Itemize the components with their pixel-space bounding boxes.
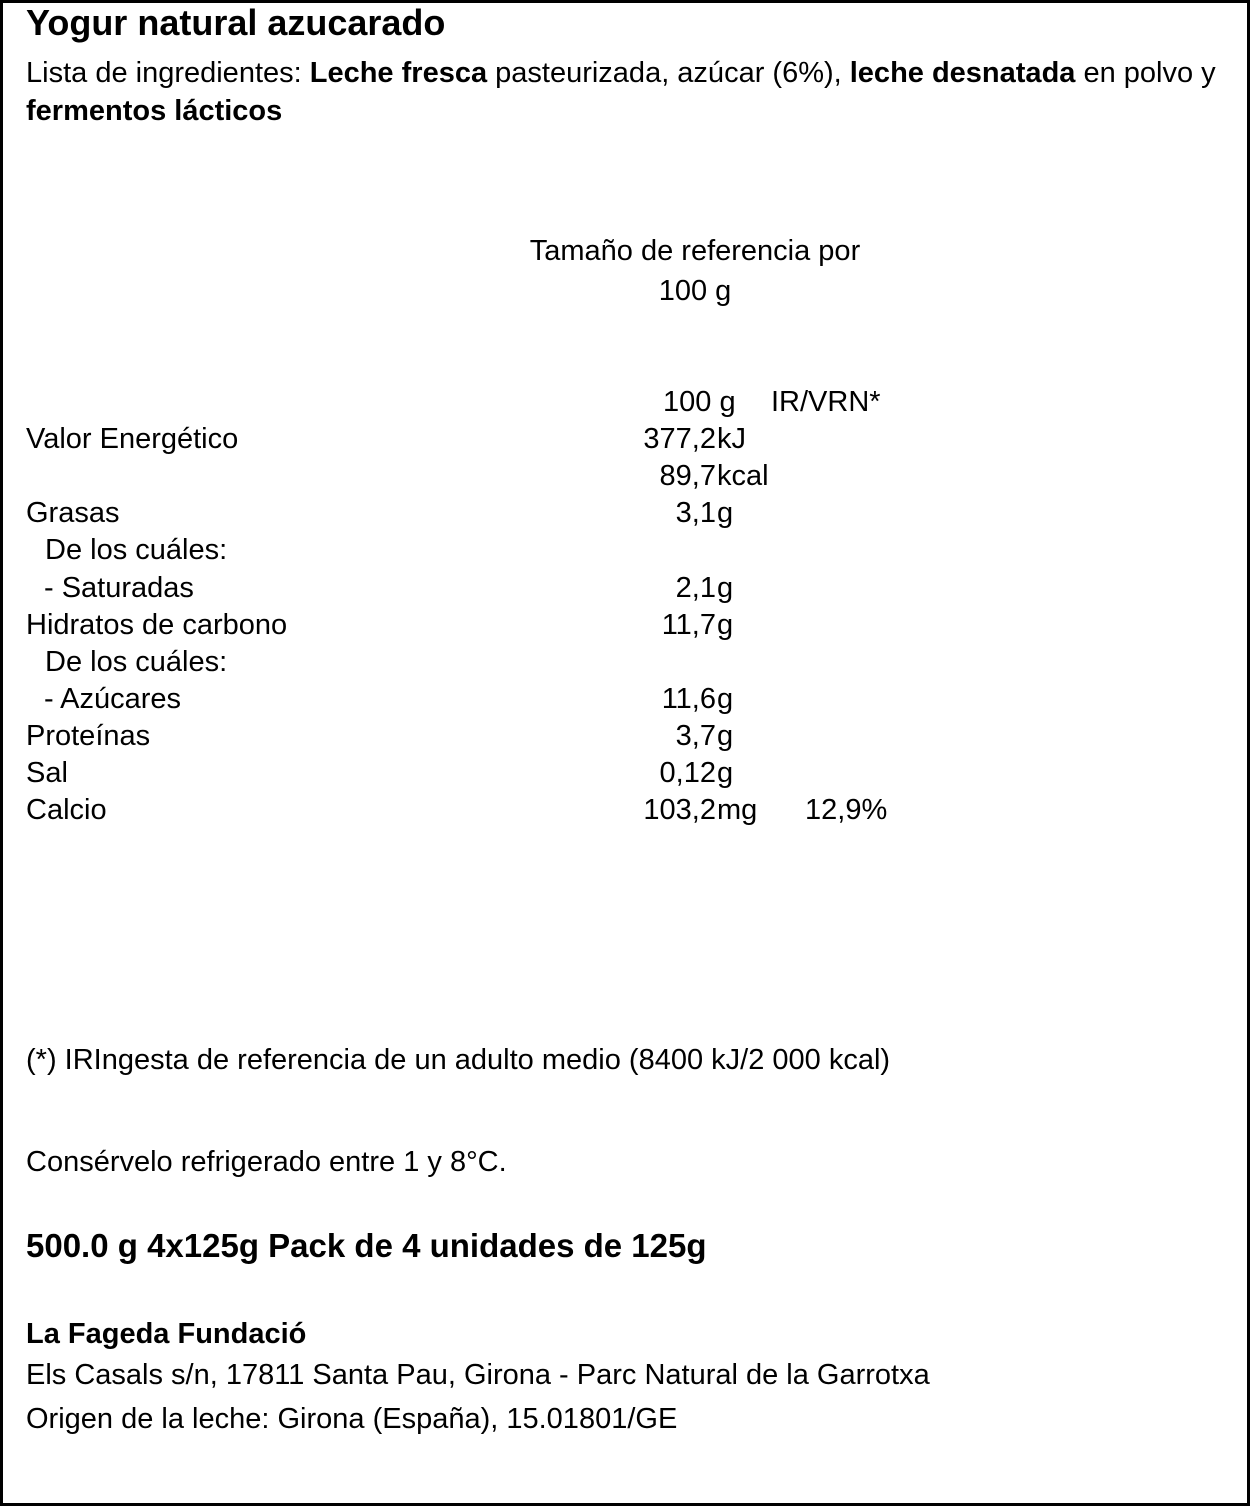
row-hidratos-sub-label: De los cuáles: xyxy=(45,646,228,678)
row-saturadas-unit: g xyxy=(717,572,734,604)
row-hidratos-value: 11,7 xyxy=(661,609,716,641)
row-azucares-unit: g xyxy=(717,683,734,715)
row-hidratos-label: Hidratos de carbono xyxy=(26,609,288,641)
row-saturadas-value: 2,1 xyxy=(675,572,716,604)
ingredient-leche-fresca: Leche fresca xyxy=(309,57,488,89)
row-energia-kj-value: 377,2 xyxy=(643,423,716,455)
ingredients-middle: pasteurizada, azúcar (6%), xyxy=(487,57,850,89)
row-energia-label: Valor Energético xyxy=(26,423,239,455)
row-calcio-value: 103,2 xyxy=(643,794,716,826)
table-header-ir: IR/VRN* xyxy=(771,386,881,418)
product-title: Yogur natural azucarado xyxy=(26,2,446,43)
row-grasas-unit: g xyxy=(717,497,734,529)
row-sal-value: 0,12 xyxy=(659,757,716,789)
row-proteinas-label: Proteínas xyxy=(26,720,151,752)
row-proteinas-value: 3,7 xyxy=(675,720,716,752)
row-calcio-label: Calcio xyxy=(26,794,107,826)
row-calcio-ir: 12,9% xyxy=(805,794,888,826)
row-calcio-unit: mg xyxy=(717,794,758,826)
row-hidratos-unit: g xyxy=(717,609,734,641)
pack-info: 500.0 g 4x125g Pack de 4 unidades de 125g xyxy=(26,1227,707,1264)
row-grasas-sub-label: De los cuáles: xyxy=(45,534,228,566)
ingredients-prefix: Lista de ingredientes: xyxy=(26,57,310,89)
ir-footnote: (*) IRIngesta de referencia de un adulto medio (8400 kJ/2 000 kcal) xyxy=(26,1044,891,1076)
row-azucares-value: 11,6 xyxy=(661,683,716,715)
row-proteinas-unit: g xyxy=(717,720,734,752)
storage-instructions: Consérvelo refrigerado entre 1 y 8°C. xyxy=(26,1146,507,1178)
company-address: Els Casals s/n, 17811 Santa Pau, Girona - Parc Natural de la Garrotxa xyxy=(26,1359,930,1391)
row-azucares-label: - Azúcares xyxy=(44,683,181,715)
row-energia-kcal-unit: kcal xyxy=(717,460,769,492)
table-header-amount: 100 g xyxy=(663,386,736,418)
row-energia-kcal-value: 89,7 xyxy=(659,460,716,492)
row-sal-unit: g xyxy=(717,757,734,789)
row-grasas-label: Grasas xyxy=(26,497,120,529)
company-name: La Fageda Fundació xyxy=(26,1318,307,1350)
milk-origin: Origen de la leche: Girona (España), 15.01801/GE xyxy=(26,1403,678,1435)
reference-size-line2: 100 g xyxy=(658,275,732,307)
reference-size-line1: Tamaño de referencia por xyxy=(529,235,861,267)
row-saturadas-label: - Saturadas xyxy=(44,572,194,604)
ingredient-leche-desnatada: leche desnatada xyxy=(849,57,1076,89)
ingredients-middle-2: en polvo y xyxy=(1075,57,1216,89)
ingredient-fermentos: fermentos lácticos xyxy=(26,95,283,127)
row-sal-label: Sal xyxy=(26,757,68,789)
ingredients-list xyxy=(26,54,1226,130)
row-energia-kj-unit: kJ xyxy=(717,423,746,455)
row-grasas-value: 3,1 xyxy=(675,497,716,529)
